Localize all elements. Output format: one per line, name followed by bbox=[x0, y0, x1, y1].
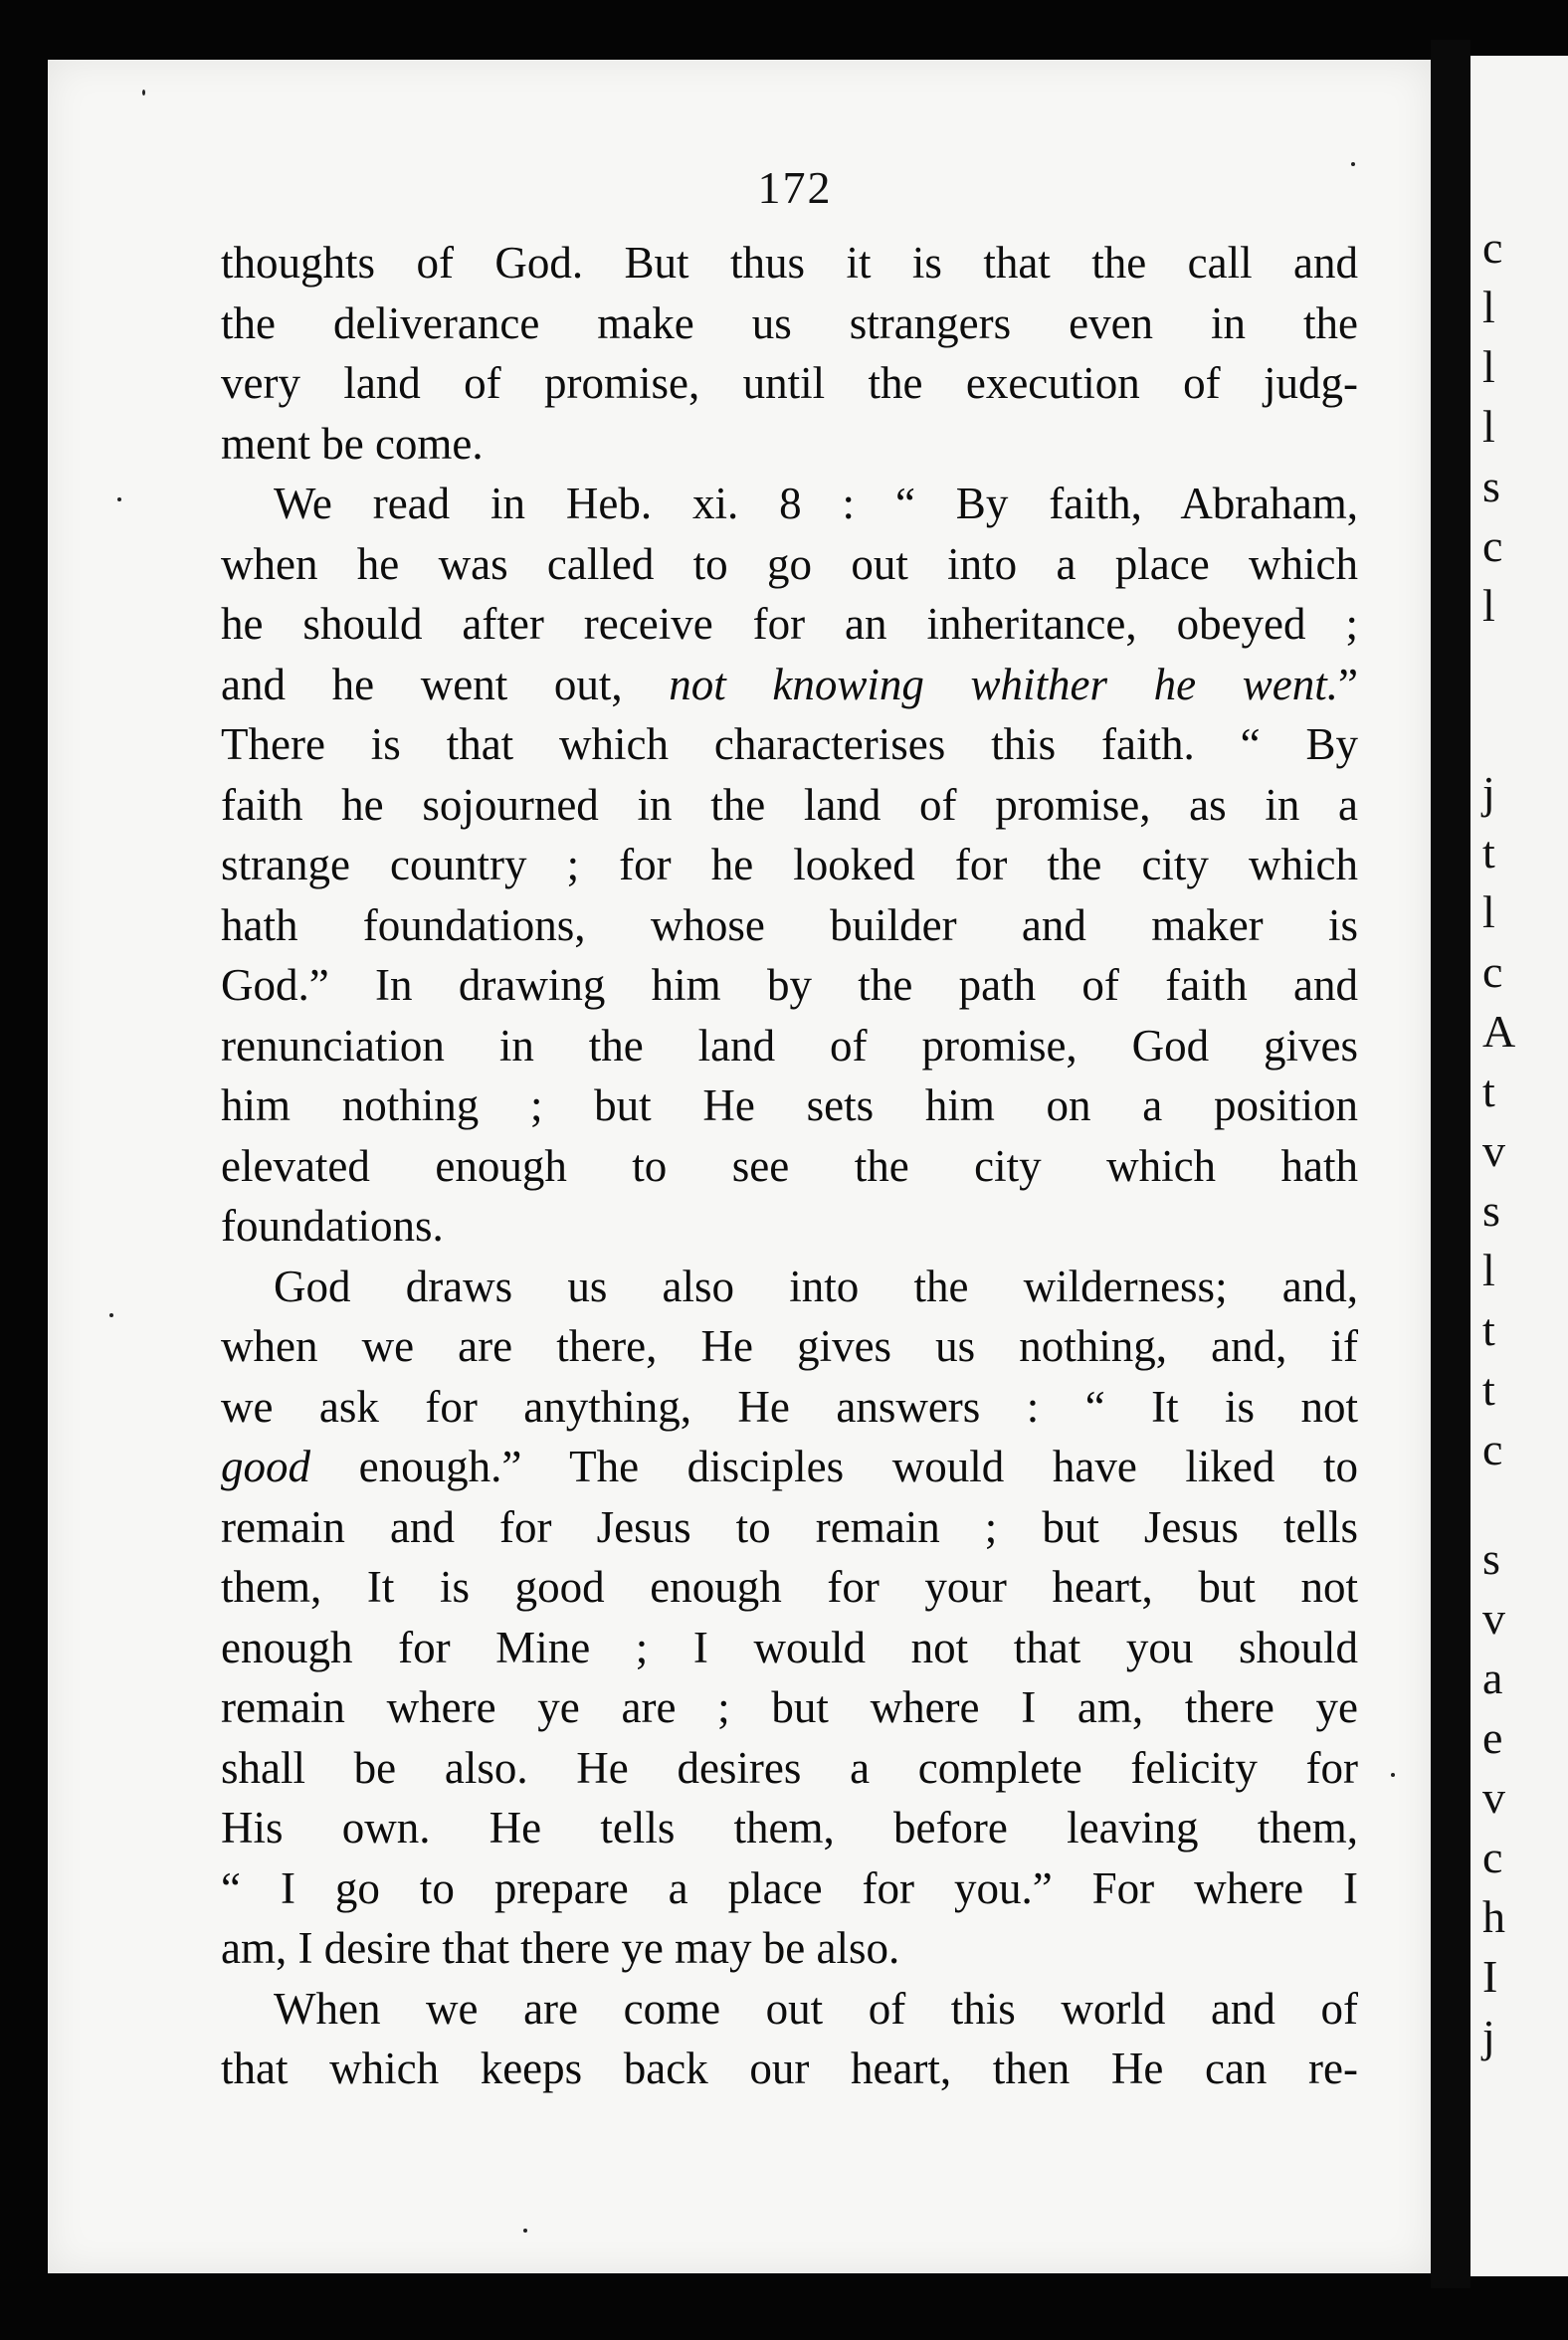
line-text: the deliverance make us strangers even in the bbox=[221, 297, 1358, 348]
line-text: enough.” The disciples would have liked to bbox=[310, 1442, 1358, 1491]
facing-page-fragment: I bbox=[1482, 1951, 1498, 2002]
text-line bbox=[221, 714, 1358, 775]
scan-speck bbox=[109, 1313, 113, 1317]
line-text: There is that which characterises this faith. “ By bbox=[221, 719, 1358, 769]
text-line bbox=[221, 1738, 1358, 1799]
line-text: We read in Heb. xi. 8 : “ By faith, Abraham, bbox=[274, 479, 1358, 528]
line-text: ” bbox=[1338, 659, 1358, 709]
facing-page-fragment: t bbox=[1482, 1066, 1495, 1116]
line-text: His own. He tells them, before leaving them, bbox=[221, 1803, 1358, 1852]
facing-page-fragment: l bbox=[1482, 341, 1495, 392]
facing-page-fragment: t bbox=[1482, 1364, 1495, 1415]
facing-page-fragment: j bbox=[1482, 767, 1495, 818]
text-line bbox=[221, 1257, 1358, 1317]
line-text: when he was called to go out into a place which bbox=[221, 538, 1358, 589]
book-page bbox=[48, 60, 1431, 2273]
line-text: when we are there, He gives us nothing, and, if bbox=[221, 1321, 1358, 1371]
body-text bbox=[221, 233, 1358, 2099]
scan-speck bbox=[1351, 162, 1355, 166]
facing-page-fragment: c bbox=[1482, 1424, 1503, 1474]
line-text: shall be also. He desires a complete felicity for bbox=[221, 1742, 1358, 1793]
text-line bbox=[221, 955, 1358, 1016]
text-line bbox=[221, 2039, 1358, 2099]
text-line bbox=[221, 835, 1358, 895]
facing-page-fragment: l bbox=[1482, 1245, 1495, 1295]
text-line bbox=[221, 594, 1358, 655]
facing-page-fragment: l bbox=[1482, 282, 1495, 332]
scan-speck bbox=[142, 90, 145, 96]
line-text: we ask for anything, He answers : “ It is not bbox=[221, 1381, 1358, 1432]
line-text: hath foundations, whose builder and maker is bbox=[221, 899, 1358, 950]
text-line bbox=[221, 1677, 1358, 1738]
line-text: God draws us also into the wilderness; and, bbox=[274, 1261, 1358, 1311]
facing-page-fragment: h bbox=[1482, 1891, 1505, 1942]
text-line bbox=[221, 1437, 1358, 1497]
facing-page-fragment: j bbox=[1482, 2011, 1495, 2061]
text-line bbox=[221, 474, 1358, 534]
facing-page-fragment: e bbox=[1482, 1712, 1503, 1763]
facing-page-fragment: s bbox=[1482, 461, 1500, 511]
facing-page-edge bbox=[1470, 56, 1568, 2276]
text-line bbox=[221, 233, 1358, 293]
text-line bbox=[221, 534, 1358, 595]
line-text: renunciation in the land of promise, God gives bbox=[221, 1020, 1358, 1071]
facing-page-fragment: c bbox=[1482, 1832, 1503, 1882]
line-text: God.” In drawing him by the path of faith and bbox=[221, 960, 1358, 1010]
facing-page-fragment: v bbox=[1482, 1772, 1505, 1823]
text-line bbox=[221, 1196, 1358, 1257]
line-text: enough for Mine ; I would not that you should bbox=[221, 1622, 1358, 1672]
scan-speck bbox=[1391, 1773, 1395, 1777]
scan-speck bbox=[117, 497, 121, 501]
facing-page-fragment: l bbox=[1482, 580, 1495, 631]
facing-page-fragment: t bbox=[1482, 1304, 1495, 1355]
line-text: thoughts of God. But thus it is that the call and bbox=[221, 238, 1358, 288]
text-line bbox=[221, 775, 1358, 836]
line-text: very land of promise, until the execution of judg- bbox=[221, 358, 1358, 408]
text-line bbox=[221, 1618, 1358, 1678]
text-line bbox=[221, 895, 1358, 956]
facing-page-fragment: c bbox=[1482, 222, 1503, 273]
line-text: When we are come out of this world and of bbox=[274, 1983, 1358, 2034]
line-text: am, I desire that there ye may be also. bbox=[221, 1923, 900, 1973]
line-text: that which keeps back our heart, then He can re- bbox=[221, 2044, 1358, 2093]
text-line bbox=[221, 1136, 1358, 1197]
line-text: him nothing ; but He sets him on a position bbox=[221, 1080, 1358, 1130]
facing-page-fragment: s bbox=[1482, 1533, 1500, 1584]
text-line bbox=[221, 1016, 1358, 1076]
text-line bbox=[221, 1798, 1358, 1858]
text-line bbox=[221, 1858, 1358, 1919]
text-line bbox=[221, 1979, 1358, 2040]
book-gutter bbox=[1431, 40, 1470, 2288]
facing-page-fragment: v bbox=[1482, 1125, 1505, 1176]
line-text: elevated enough to see the city which hath bbox=[221, 1140, 1358, 1191]
line-text: and he went out, bbox=[221, 659, 670, 709]
line-text: foundations. bbox=[221, 1201, 444, 1251]
facing-page-fragment: t bbox=[1482, 827, 1495, 878]
text-line bbox=[221, 1377, 1358, 1438]
line-text: “ I go to prepare a place for you.” For where I bbox=[221, 1862, 1358, 1913]
italic-text: not knowing whither he went. bbox=[669, 659, 1339, 709]
line-text: faith he sojourned in the land of promise, as in a bbox=[221, 779, 1358, 830]
text-line bbox=[221, 293, 1358, 354]
text-line bbox=[221, 414, 1358, 475]
line-text: he should after receive for an inheritance, obeyed ; bbox=[221, 599, 1358, 649]
line-text: remain and for Jesus to remain ; but Jesus tells bbox=[221, 1501, 1358, 1552]
facing-page-fragment: l bbox=[1482, 401, 1495, 452]
facing-page-fragment: c bbox=[1482, 946, 1503, 997]
facing-page-fragment: c bbox=[1482, 520, 1503, 571]
line-text: strange country ; for he looked for the city which bbox=[221, 840, 1358, 889]
page-number: 172 bbox=[757, 162, 833, 213]
facing-page-fragment: l bbox=[1482, 886, 1495, 937]
line-text: remain where ye are ; but where I am, there ye bbox=[221, 1682, 1358, 1732]
text-line bbox=[221, 655, 1358, 715]
facing-page-fragment: a bbox=[1482, 1653, 1503, 1703]
text-line bbox=[221, 1075, 1358, 1136]
italic-text: good bbox=[221, 1442, 310, 1491]
facing-page-fragment: s bbox=[1482, 1185, 1500, 1236]
scan-speck bbox=[523, 2229, 527, 2233]
facing-page-fragment: v bbox=[1482, 1593, 1505, 1644]
text-line bbox=[221, 1316, 1358, 1377]
text-line bbox=[221, 1918, 1358, 1979]
text-line bbox=[221, 353, 1358, 414]
text-line bbox=[221, 1557, 1358, 1618]
line-text: them, It is good enough for your heart, but not bbox=[221, 1562, 1358, 1612]
text-line bbox=[221, 1497, 1358, 1558]
line-text: ment be come. bbox=[221, 418, 484, 469]
facing-page-fragment: A bbox=[1482, 1006, 1516, 1057]
